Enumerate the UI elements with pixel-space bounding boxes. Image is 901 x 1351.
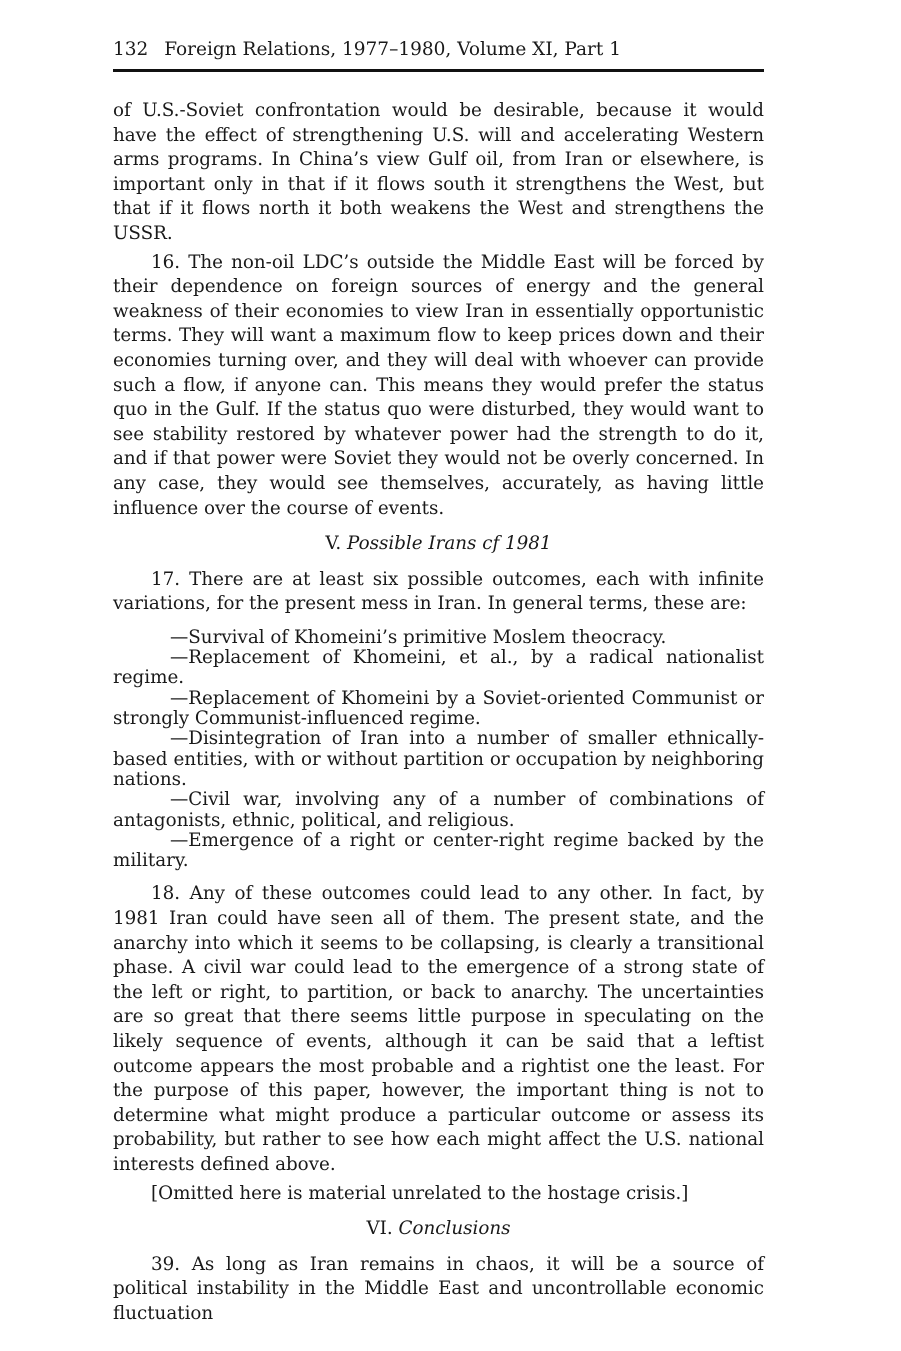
- running-header: [113, 38, 764, 62]
- section-heading-v: [113, 532, 764, 557]
- paragraph-16: 16. The non-oil LDC’s outside the Middle East will be forced by their dependence on foreign sources of energy and the general weakness of their economies to view Iran in essentially opportunistic terms. They will want a maximum flow to keep prices down and their economies turning over, and they will deal with whoever can provide such a flow, if anyone can. This means they would prefer the status quo in the Gulf. If the status quo were disturbed, they would want to see stability restored by whatever power had the strength to do it, and if that power were Soviet they would not be overly concerned. In any case, they would see themselves, accurately, as having little influence over the course of events.: [113, 251, 764, 519]
- section-title: Conclusions: [398, 1218, 511, 1240]
- list-item: —Emergence of a right or center-right regime backed by the military.: [113, 829, 764, 872]
- section-number: VI.: [366, 1218, 393, 1240]
- paragraph-continuation: of U.S.-Soviet confrontation would be desirable, because it would have the effect of strengthening U.S. will and accelerating Western arms programs. In China’s view Gulf oil, from Iran or elsewhere, is important only in that if it flows south it strengthens the West, but that if it flows north it both weakens the West and strengthens the USSR.: [113, 100, 764, 244]
- section-title: Possible Irans cf 1981: [347, 533, 552, 555]
- paragraph-17: 17. There are at least six possible outcomes, each with infinite variations, for the present mess in Iran. In general terms, these are:: [113, 568, 764, 615]
- page-number: 132: [113, 39, 149, 60]
- header-rule: [113, 69, 764, 72]
- section-number: V.: [325, 533, 342, 555]
- paragraph-39: 39. As long as Iran remains in chaos, it will be a source of political instability in the Middle East and uncontrollable economic fluctuation: [113, 1253, 764, 1324]
- list-item: —Replacement of Khomeini by a Soviet-oriented Communist or strongly Communist-influenced regime.: [113, 687, 764, 730]
- list-item: —Replacement of Khomeini, et al., by a radical nationalist regime.: [113, 647, 764, 689]
- running-title: Foreign Relations, 1977–1980, Volume XI, Part 1: [164, 39, 621, 60]
- outcomes-list: [113, 628, 764, 872]
- body-text: [113, 99, 764, 1327]
- list-item: —Civil war, involving any of a number of combinations of antagonists, ethnic, political, and religious.: [113, 789, 764, 831]
- omission-note: [Omitted here is material unrelated to the hostage crisis.]: [151, 1182, 689, 1204]
- section-heading-vi: [113, 1217, 764, 1242]
- paragraph-18: 18. Any of these outcomes could lead to any other. In fact, by 1981 Iran could have seen all of them. The present state, and the anarchy into which it seems to be collapsing, is clearly a transitional phase. A civil war could lead to the emergence of a strong state of the left or right, to partition, or back to anarchy. The uncertainties are so great that there seems little purpose in speculating on the likely sequence of events, although it can be said that a leftist outcome appears the most probable and a rightist one the least. For the purpose of this paper, however, the important thing is not to determine what might produce a particular outcome or assess its probability, but rather to see how each might affect the U.S. national interests defined above.: [113, 883, 764, 1175]
- list-item: —Survival of Khomeini’s primitive Moslem theocracy.: [170, 626, 667, 648]
- list-item: —Disintegration of Iran into a number of smaller ethnically-based entities, with or without partition or occupation by neighboring nations.: [113, 728, 764, 790]
